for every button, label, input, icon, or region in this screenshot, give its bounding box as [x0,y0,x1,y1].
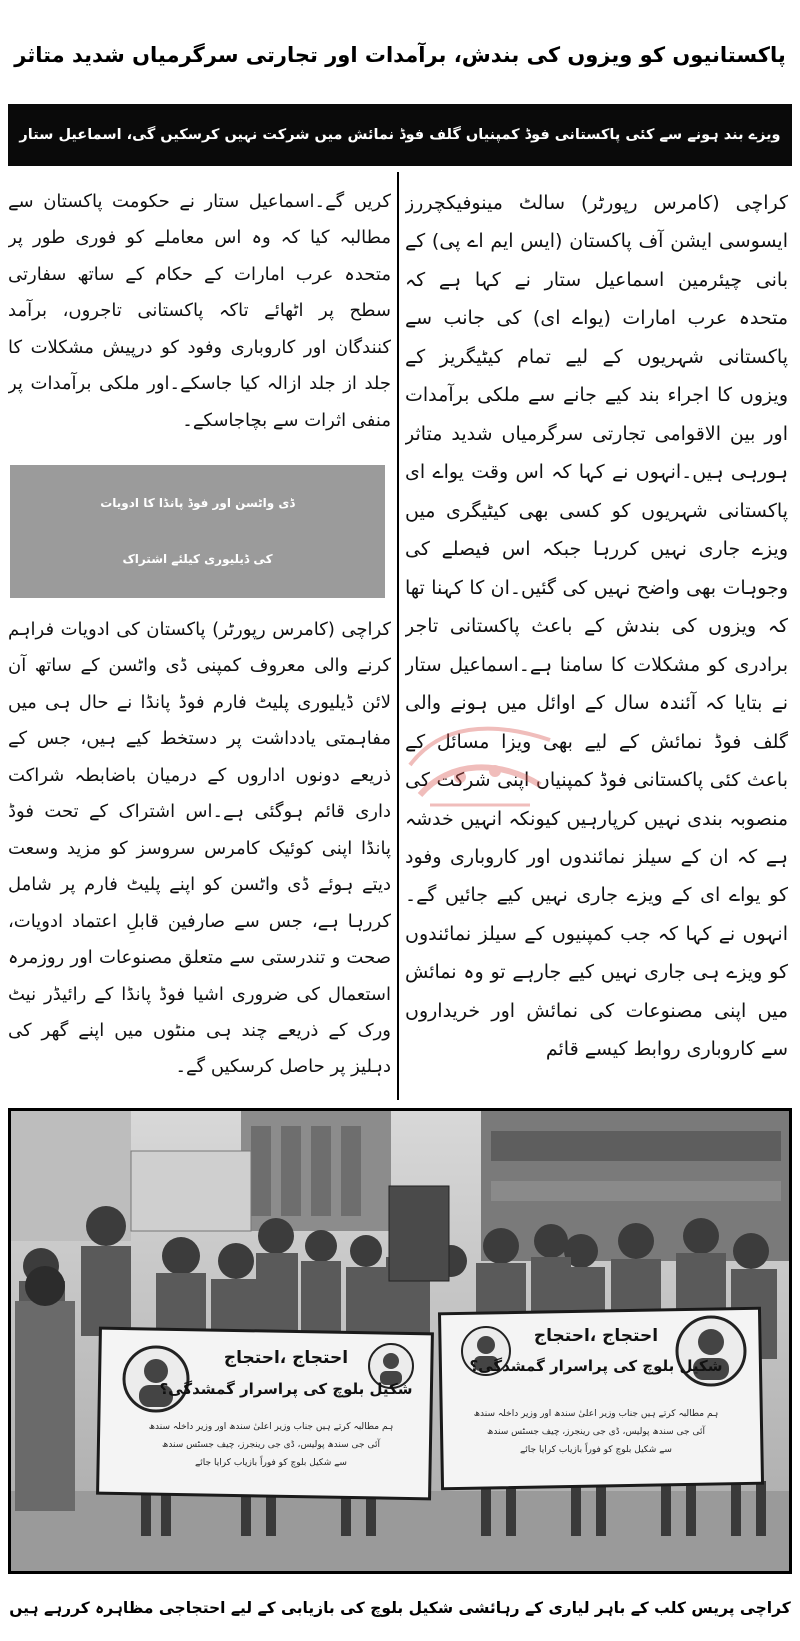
placard-middle [389,1186,449,1281]
banner-left-subheading: شکیل بلوچ کی پراسرار گمشدگی؟ [159,1380,413,1398]
headline: پاکستانیوں کو ویزوں کی بندش، برآمدات اور تجارتی سرگرمیاں شدید متاثر [14,43,786,67]
article-main-continuation-column [8,184,391,444]
banner-right-line1: ہم مطالبہ کرتے ہیں جناب وزیر اعلیٰ سندھ اور وزیر داخلہ سندھ [473,1409,719,1419]
banner-right [440,1308,763,1489]
article-main-column [405,184,788,1084]
article-second-column [8,612,391,1092]
banner-left-line3: سے شکیل بلوچ کو فوراً بازیاب کرایا جائے [195,1458,347,1468]
photo-caption: کراچی پریس کلب کے باہر لیاری کے رہائشی شکیل بلوچ کی بازیابی کے لیے احتجاجی مظاہرہ کررہے ہیں [9,1599,791,1617]
article-second-title-box [10,465,385,598]
protest-photo [8,1108,792,1574]
banner-left-line2: آئی جی سندھ پولیس، ڈی جی رینجرز، چیف جسٹس سندھ [162,1440,380,1450]
banner-left-heading: احتجاج ،احتجاج [223,1348,349,1368]
article-main-body: کراچی (کامرس رپورٹر) سالٹ مینوفیکچررز ایسوسی ایشن آف پاکستان (ایس ایم اے پی) کے بانی چیئرمین اسماعیل ستار نے کہا ہے کہ متحدہ عرب امارات (یواے ای) کی جانب سے پاکستانی شہریوں کے لیے تمام کیٹیگریز کے ویزوں کا اجراء بند کیے جانے سے ملکی برآمدات اور بین الاقوامی تجارتی سرگرمیاں شدید متاثر ہورہی ہیں۔انہوں نے کہا کہ اس وقت یواے ای پاکستانی شہریوں کو کسی بھی کیٹیگری میں ویزے جاری نہیں کررہا جبکہ اس فیصلے کی وجوہات بھی واضح نہیں کی گئیں۔ان کا کہنا تھا کہ ویزوں کی بندش کے باعث پاکستانی تاجر برادری کو مشکلات کا سامنا ہے۔اسماعیل ستار نے بتایا کہ آئندہ سال کے اوائل میں ہونے والی گلف فوڈ نمائش کے لیے بھی ویزا مسائل کے باعث کئی پاکستانی فوڈ کمپنیاں اپنی شرکت کی منصوبہ بندی نہیں کرپارہیں کیونکہ انہیں خدشہ ہے کہ ان کے سیلز نمائندوں اور کاروباری وفود کو یواے ای کے ویزے جاری نہیں کیے جائیں گے۔انہوں نے کہا کہ جب کمپنیوں کے سیلز نمائندوں کو ویزے ہی جاری نہیں کیے جارہے تو وہ نمائش میں اپنی مصنوعات کی نمائش اور خریداروں سے کاروباری روابط کیسے قائم [405,192,788,1061]
protest-photo-illustration [11,1111,789,1571]
placard-back [131,1151,251,1231]
banner-right-line3: سے شکیل بلوچ کو فوراً بازیاب کرایا جائے [520,1445,672,1455]
banner-left-line1: ہم مطالبہ کرتے ہیں جناب وزیر اعلیٰ سندھ اور وزیر داخلہ سندھ [148,1422,394,1432]
banner-right-line2: آئی جی سندھ پولیس، ڈی جی رینجرز، چیف جسٹس سندھ [487,1427,705,1437]
article-second-title-line1: ڈی واٹسن اور فوڈ پانڈا کا ادویات [100,496,295,510]
article-main-continuation: کریں گے۔اسماعیل ستار نے حکومت پاکستان سے مطالبہ کیا کہ وہ اس معاملے کو فوری طور پر متحدہ عرب امارات کے حکام کے ساتھ سفارتی سطح پر اٹھائے تاکہ پاکستانی تاجروں، برآمد کنندگان اور کاروباری وفود کو درپیش مشکلات کا جلد از جلد ازالہ کیا جاسکے۔اور ملکی برآمدات پر منفی اثرات سے بچاجاسکے۔ [8,191,391,431]
article-second-title-line2: کی ڈیلیوری کیلئے اشتراک [122,552,273,566]
banner-left [98,1328,433,1499]
banner-right-subheading: شکیل بلوچ کی پراسرار گمشدگی؟ [469,1357,723,1375]
banner-right-heading: احتجاج ،احتجاج [533,1326,659,1346]
column-divider [397,172,399,1100]
article-second-body: کراچی (کامرس رپورٹر) پاکستان کی ادویات فراہم کرنے والی معروف کمپنی ڈی واٹسن کے ساتھ آن لائن ڈیلیوری پلیٹ فارم فوڈ پانڈا نے حال ہی میں مفاہمتی یادداشت پر دستخط کیے ہیں، جس کے ذریعے دونوں اداروں کے درمیان باضابطہ شراکت داری قائم ہوگئی ہے۔اس اشتراک کے تحت فوڈ پانڈا اپنی کوئیک کامرس سروسز کو مزید وسعت دیتے ہوئے ڈی واٹسن کو اپنے پلیٹ فارم پر شامل کررہا ہے، جس سے صارفین قابلِ اعتماد ادویات، صحت و تندرستی سے متعلق مصنوعات اور روزمرہ استعمال کی ضروری اشیا فوڈ پانڈا کے رائیڈر نیٹ ورک کے ذریعے چند ہی منٹوں میں اپنے گھر کی دہلیز پر حاصل کرسکیں گے۔ [8,619,391,1078]
subheadline: ویزے بند ہونے سے کئی پاکستانی فوڈ کمپنیاں گلف فوڈ نمائش میں شرکت نہیں کرسکیں گی، اسماعیل ستار [8,104,792,166]
